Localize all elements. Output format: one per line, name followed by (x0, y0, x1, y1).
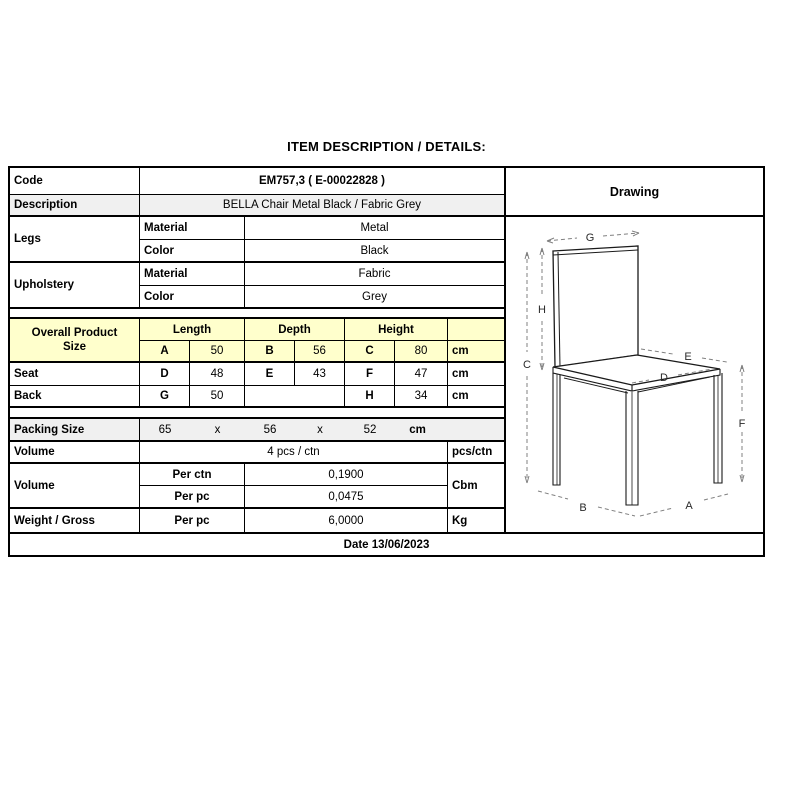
legs-material-value: Metal (245, 217, 504, 240)
overall-c-key: C (345, 341, 395, 363)
overall-size-label (10, 319, 140, 363)
seat-d-key: D (140, 363, 190, 386)
back-h-value: 34 (395, 386, 448, 408)
col-header-height: Height (345, 319, 448, 341)
back-h-key: H (345, 386, 395, 408)
weight-label: Weight / Gross (10, 509, 140, 532)
table-body (10, 168, 763, 532)
dim-label-h: H (538, 304, 546, 316)
col-header-depth: Depth (245, 319, 345, 341)
volume-pcs-unit: pcs/ctn (448, 442, 504, 464)
code-value: EM757,3 ( E-00022828 ) (140, 168, 504, 195)
description-value: BELLA Chair Metal Black / Fabric Grey (140, 195, 504, 217)
chair-outline (553, 246, 722, 505)
page-title: ITEM DESCRIPTION / DETAILS: (287, 139, 486, 154)
upholstery-label: Upholstery (10, 263, 140, 309)
seat-unit: cm (448, 363, 504, 386)
seat-f-key: F (345, 363, 395, 386)
overall-a-value: 50 (190, 341, 245, 363)
seat-f-value: 47 (395, 363, 448, 386)
volume-per-pc-label: Per pc (140, 486, 245, 509)
drawing-column (506, 168, 763, 532)
legs-label: Legs (10, 217, 140, 263)
dim-label-a: A (685, 500, 693, 512)
overall-b-key: B (245, 341, 295, 363)
drawing-header: Drawing (506, 168, 763, 217)
back-g-value: 50 (190, 386, 245, 408)
legs-color-value: Black (245, 240, 504, 263)
overall-unit: cm (448, 341, 504, 363)
spacer-row-2 (10, 408, 504, 419)
col-header-unit-empty (448, 319, 504, 341)
packing-depth: 56 (263, 423, 277, 436)
legs-color-label: Color (140, 240, 245, 263)
chair-drawing-svg (506, 217, 761, 532)
spacer-row-1 (10, 309, 504, 319)
volume-per-pc-value: 0,0475 (245, 486, 448, 509)
packing-length: 65 (158, 423, 172, 436)
back-unit: cm (448, 386, 504, 408)
dim-label-e: E (684, 351, 692, 363)
volume-per-ctn-value: 0,1900 (245, 464, 448, 486)
volume-pcs-label: Volume (10, 442, 140, 464)
overall-a-key: A (140, 341, 190, 363)
packing-height: 52 (363, 423, 377, 436)
spec-grid (10, 168, 506, 532)
back-label: Back (10, 386, 140, 408)
seat-label: Seat (10, 363, 140, 386)
seat-e-key: E (245, 363, 295, 386)
packing-unit: cm (409, 423, 426, 436)
code-label: Code (10, 168, 140, 195)
dim-label-b: B (579, 502, 587, 514)
chair-drawing (506, 217, 763, 532)
dim-label-g: G (585, 232, 595, 244)
volume-per-ctn-label: Per ctn (140, 464, 245, 486)
packing-values-row (140, 424, 504, 436)
back-g-key: G (140, 386, 190, 408)
upholstery-material-label: Material (140, 263, 245, 286)
weight-per-pc-label: Per pc (140, 509, 245, 532)
description-label: Description (10, 195, 140, 217)
back-empty-cell (245, 386, 345, 408)
weight-unit: Kg (452, 514, 468, 527)
dim-label-c: C (523, 359, 531, 371)
seat-e-value: 43 (295, 363, 345, 386)
weight-value: 6,0000 (245, 509, 448, 532)
packing-values (140, 419, 504, 442)
volume-label: Volume (10, 464, 140, 509)
date-row: Date 13/06/2023 (10, 532, 763, 555)
packing-times-2: x (317, 423, 323, 436)
dim-label-f: F (738, 418, 746, 430)
overall-c-value: 80 (395, 341, 448, 363)
packing-times-1: x (214, 423, 221, 436)
seat-d-value: 48 (190, 363, 245, 386)
volume-pcs-value: 4 pcs / ctn (140, 442, 448, 464)
packing-label: Packing Size (10, 419, 140, 442)
upholstery-color-label: Color (140, 286, 245, 309)
spec-table (8, 166, 765, 557)
col-header-length: Length (140, 319, 245, 341)
upholstery-material-value: Fabric (245, 263, 504, 286)
overall-size-label-line2: Size (62, 341, 86, 353)
legs-material-label: Material (140, 217, 245, 240)
volume-unit: Cbm (448, 464, 504, 509)
overall-size-label-line1: Overall Product (31, 326, 118, 339)
overall-b-value: 56 (295, 341, 345, 363)
upholstery-color-value: Grey (245, 286, 504, 309)
dim-label-d: D (660, 372, 668, 384)
